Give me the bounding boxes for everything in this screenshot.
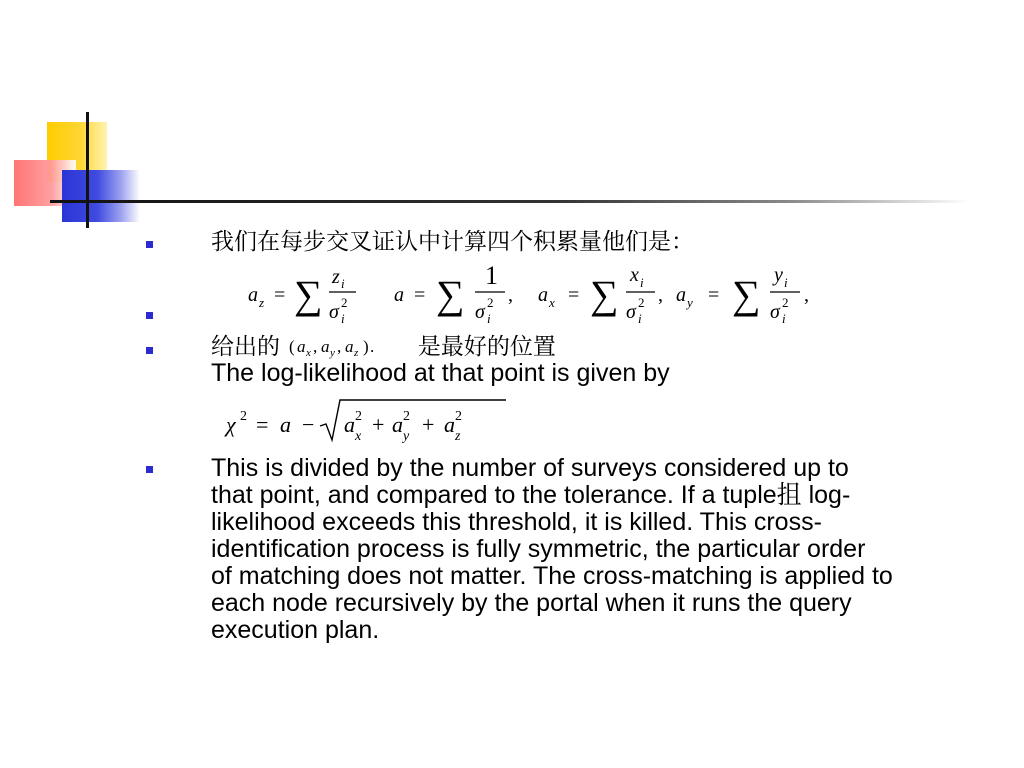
svg-text:,: ,: [312, 337, 318, 356]
svg-text:a: a: [538, 284, 548, 306]
svg-text:,: ,: [336, 337, 342, 356]
svg-text:z: z: [332, 266, 340, 288]
paragraph-line: execution plan.: [211, 616, 380, 644]
svg-text:1: 1: [485, 261, 498, 290]
title-divider-line: [50, 200, 970, 203]
svg-text:=: =: [708, 284, 720, 306]
svg-text:x: x: [630, 264, 639, 286]
svg-text:x: x: [355, 429, 362, 444]
logo-blue-square: [62, 170, 140, 222]
svg-text:a: a: [344, 337, 354, 356]
bullet-marker: [146, 241, 153, 248]
svg-text:=: =: [568, 284, 580, 306]
svg-text:z: z: [455, 429, 461, 444]
svg-text:σ: σ: [475, 301, 485, 323]
svg-text:a: a: [320, 337, 330, 356]
svg-text:=: =: [414, 284, 426, 306]
svg-text:2: 2: [341, 295, 348, 310]
bullet-4-paragraph: [211, 455, 893, 644]
svg-text:x: x: [305, 347, 311, 359]
log-likelihood-formula: [222, 396, 522, 446]
bullet-3-text-before: 给出的: [211, 334, 280, 360]
svg-text:(: (: [288, 337, 295, 356]
svg-text:2: 2: [355, 409, 362, 424]
svg-text:∑: ∑: [436, 272, 465, 317]
svg-text:σ: σ: [770, 301, 780, 323]
svg-text:y: y: [403, 429, 410, 444]
svg-text:a: a: [676, 284, 686, 306]
svg-text:i: i: [341, 276, 345, 291]
svg-text:.: .: [369, 337, 375, 356]
svg-text:+: +: [372, 412, 385, 437]
svg-text:a: a: [394, 284, 404, 306]
svg-text:z: z: [259, 295, 265, 310]
paragraph-line: that point, and compared to the tolerance. If a tuple抯 log-: [211, 481, 851, 509]
bullet-marker: [146, 312, 153, 319]
paragraph-line: each node recursively by the portal when it runs the query: [211, 589, 852, 617]
svg-text:a: a: [344, 412, 355, 437]
svg-text:∑: ∑: [590, 272, 619, 317]
paragraph-line: likelihood exceeds this threshold, it is killed. This cross-: [211, 508, 822, 536]
svg-text:a: a: [392, 412, 403, 437]
svg-text:2: 2: [240, 409, 247, 424]
bullet-3-text-after: 是最好的位置: [417, 334, 556, 360]
svg-text:y: y: [687, 295, 693, 310]
svg-text:σ: σ: [626, 301, 636, 323]
svg-text:∑: ∑: [732, 272, 761, 317]
svg-text:a: a: [296, 337, 306, 356]
svg-text:i: i: [487, 311, 491, 326]
svg-text:,: ,: [804, 284, 809, 306]
bullet-marker: [146, 466, 153, 473]
svg-text:+: +: [422, 412, 435, 437]
svg-text:2: 2: [403, 409, 410, 424]
svg-text:∑: ∑: [294, 272, 323, 317]
svg-text:σ: σ: [329, 301, 339, 323]
svg-text:=: =: [274, 284, 286, 306]
svg-text:2: 2: [638, 295, 645, 310]
svg-text:2: 2: [782, 295, 789, 310]
svg-text:−: −: [302, 412, 315, 437]
svg-text:a: a: [444, 412, 455, 437]
svg-text:χ: χ: [226, 412, 236, 437]
svg-text:=: =: [256, 412, 269, 437]
svg-text:i: i: [784, 275, 788, 290]
svg-text:i: i: [638, 311, 642, 326]
svg-text:x: x: [549, 295, 555, 310]
cumulative-sums-formula: [238, 256, 828, 334]
svg-text:y: y: [329, 347, 335, 359]
svg-text:2: 2: [455, 409, 462, 424]
logo-vertical-line: [86, 112, 89, 228]
svg-text:,: ,: [658, 284, 663, 306]
paragraph-line: identification process is fully symmetric, the particular order: [211, 535, 866, 563]
svg-text:i: i: [341, 311, 345, 326]
paragraph-line: This is divided by the number of surveys considered up to: [211, 454, 849, 482]
best-position-formula: [287, 334, 411, 360]
bullet-marker: [146, 347, 153, 354]
svg-text:i: i: [782, 311, 786, 326]
svg-text:,: ,: [508, 284, 513, 306]
svg-text:a: a: [248, 284, 258, 306]
svg-text:y: y: [774, 264, 783, 286]
svg-text:a: a: [280, 412, 291, 437]
bullet-3-line-1: [211, 333, 556, 361]
svg-text:z: z: [353, 347, 359, 359]
paragraph-line: of matching does not matter. The cross-matching is applied to: [211, 562, 893, 590]
svg-text:): ): [362, 337, 369, 356]
bullet-3-line-2: The log-likelihood at that point is given by: [211, 359, 670, 387]
svg-text:2: 2: [487, 295, 494, 310]
bullet-1-text: 我们在每步交叉证认中计算四个积累量他们是：: [211, 229, 694, 255]
svg-text:i: i: [640, 275, 644, 290]
